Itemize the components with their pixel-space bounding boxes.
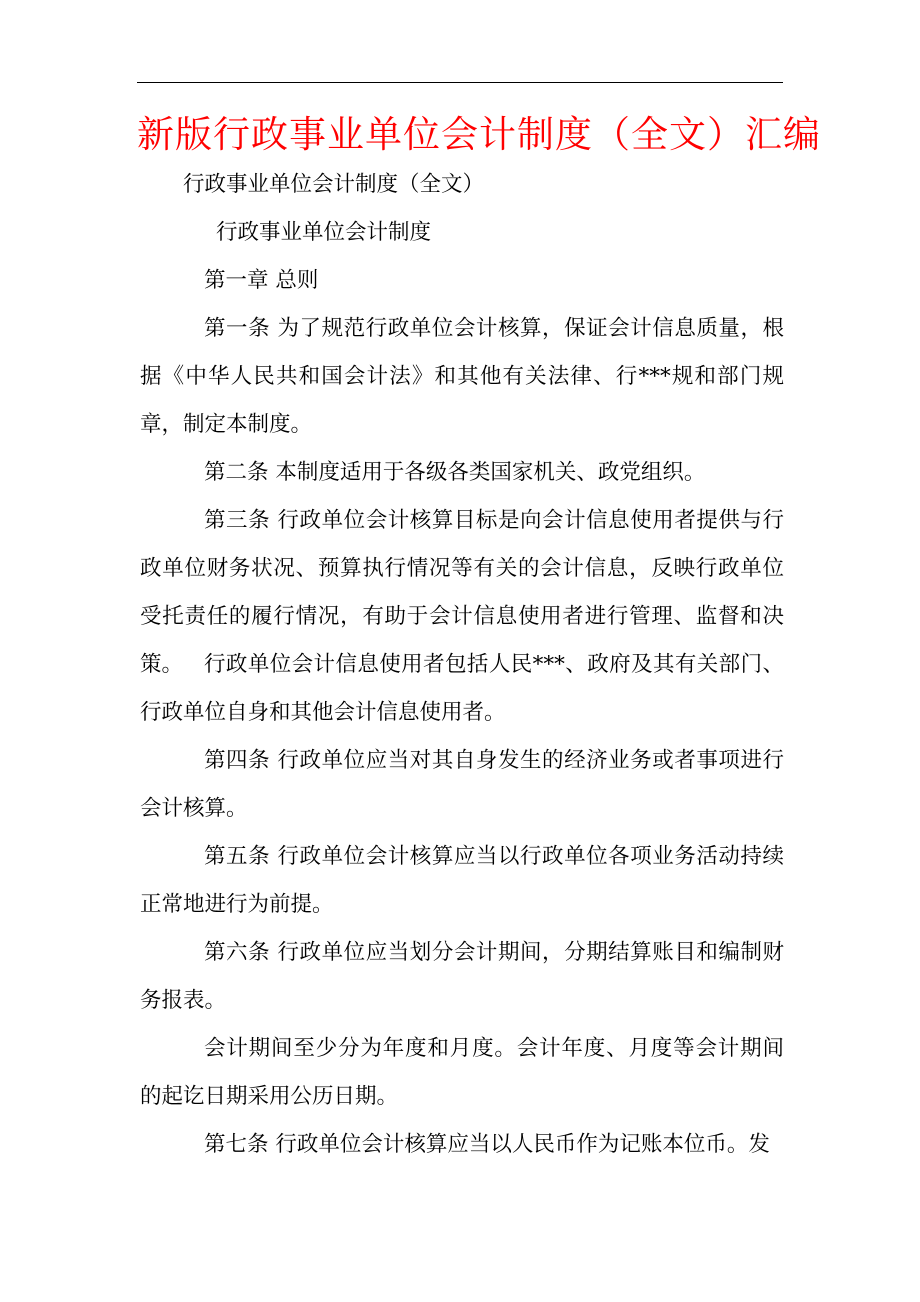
paragraph-accounting-period: 会计期间至少分为年度和月度。会计年度、月度等会计期间的起讫日期采用公历日期。	[140, 1036, 784, 1109]
paragraph-article-1: 第一条 为了规范行政单位会计核算，保证会计信息质量，根据《中华人民共和国会计法》和其他有关法律、行***规和部门规章，制定本制度。	[140, 316, 784, 437]
section-heading: 行政事业单位会计制度	[216, 220, 432, 245]
paragraph-article-2: 第二条 本制度适用于各级各类国家机关、政党组织。	[204, 460, 706, 485]
paragraph-article-5: 第五条 行政单位会计核算应当以行政单位各项业务活动持续正常地进行为前提。	[140, 844, 784, 917]
paragraph-article-6: 第六条 行政单位应当划分会计期间，分期结算账目和编制财务报表。	[140, 940, 784, 1013]
paragraph-article-4: 第四条 行政单位应当对其自身发生的经济业务或者事项进行会计核算。	[140, 748, 784, 821]
paragraph-info-users: 行政单位会计信息使用者包括人民***、政府及其有关部门、行政单位自身和其他会计信息使用者。	[140, 652, 784, 725]
paragraph-article-3: 第三条 行政单位会计核算目标是向会计信息使用者提供与行政单位财务状况、预算执行情况等有关的会计信息，反映行政单位受托责任的履行情况，有助于会计信息使用者进行管理、监督和决策。	[140, 508, 784, 677]
document-title: 新版行政事业单位会计制度（全文）汇编	[137, 113, 821, 156]
paragraph-article-7: 第七条 行政单位会计核算应当以人民币作为记账本位币。发	[204, 1132, 770, 1157]
chapter-heading: 第一章 总则	[204, 268, 319, 293]
header-rule	[137, 82, 783, 83]
document-subtitle: 行政事业单位会计制度（全文）	[183, 172, 485, 197]
